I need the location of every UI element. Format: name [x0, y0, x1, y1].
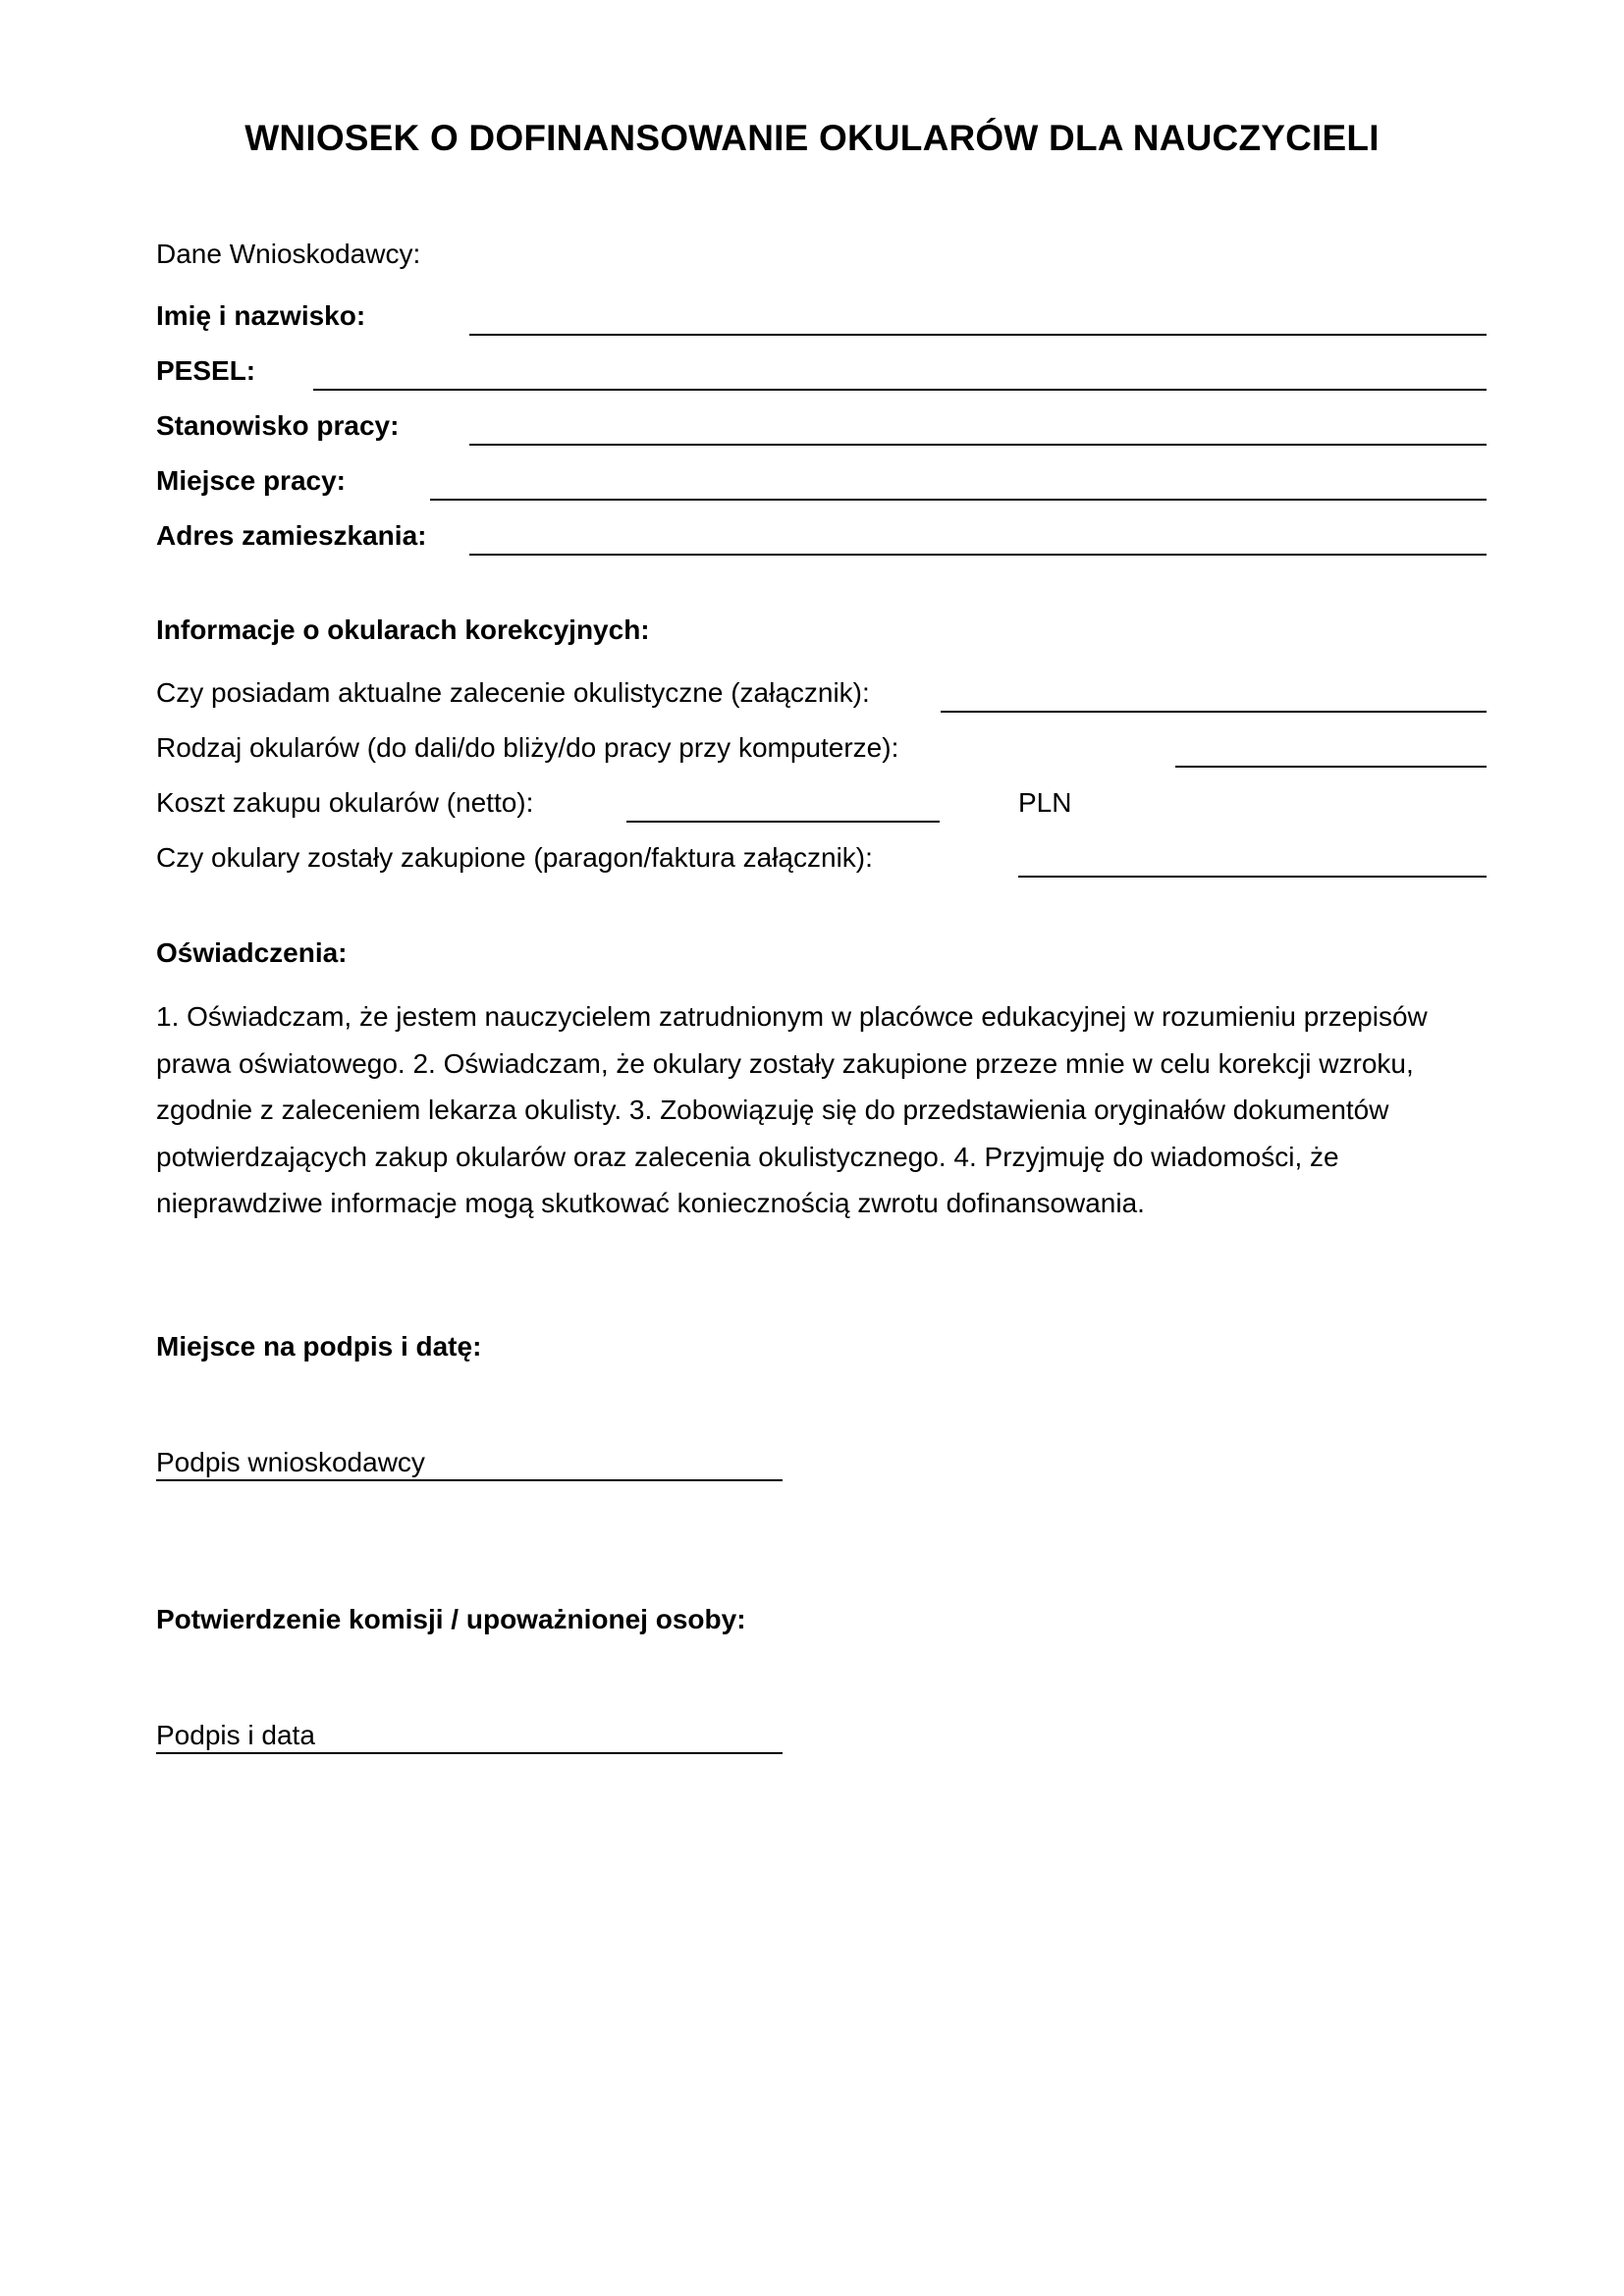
- currency-label: PLN: [1018, 787, 1072, 818]
- prescription-label: Czy posiadam aktualne zalecenie okulistyczne (załącznik):: [156, 677, 870, 708]
- cost-field[interactable]: [626, 821, 940, 823]
- pesel-label: PESEL:: [156, 355, 256, 386]
- page-title: WNIOSEK O DOFINANSOWANIE OKULARÓW DLA NAUCZYCIELI: [244, 118, 1380, 158]
- confirmation-signature-label: Podpis i data: [156, 1720, 315, 1750]
- home-address-label: Adres zamieszkania:: [156, 520, 427, 551]
- home-address-field[interactable]: [469, 554, 1487, 556]
- workplace-label: Miejsce pracy:: [156, 465, 346, 496]
- full-name-label: Imię i nazwisko:: [156, 300, 366, 331]
- cost-label: Koszt zakupu okularów (netto):: [156, 787, 534, 818]
- glasses-section-heading: Informacje o okularach korekcyjnych:: [156, 614, 650, 645]
- job-title-label: Stanowisko pracy:: [156, 410, 400, 441]
- pesel-field[interactable]: [313, 389, 1487, 391]
- purchased-label: Czy okulary zostały zakupione (paragon/faktura załącznik):: [156, 842, 873, 873]
- glasses-type-field[interactable]: [1175, 766, 1487, 768]
- workplace-field[interactable]: [430, 499, 1487, 501]
- glasses-type-label: Rodzaj okularów (do dali/do bliży/do pracy przy komputerze):: [156, 732, 899, 763]
- declarations-heading: Oświadczenia:: [156, 937, 348, 968]
- full-name-field[interactable]: [469, 334, 1487, 336]
- purchased-field[interactable]: [1018, 876, 1487, 878]
- confirmation-heading: Potwierdzenie komisji / upoważnionej osoby:: [156, 1604, 746, 1634]
- applicant-signature-label: Podpis wnioskodawcy: [156, 1447, 425, 1477]
- signature-heading: Miejsce na podpis i datę:: [156, 1331, 482, 1362]
- applicant-signature-line[interactable]: [156, 1479, 783, 1481]
- declarations-text: 1. Oświadczam, że jestem nauczycielem zatrudnionym w placówce edukacyjnej w rozumieniu przepisów prawa oświatowego. 2. Oświadczam, że okulary zostały zakupione przeze mnie w celu korekcji wzroku, zgodnie z zaleceniem lekarza okulisty. 3. Zobowiązuję się do przedstawienia oryginałów dokumentów potwierdzających zakup okularów oraz zalecenia okulistycznego. 4. Przyjmuję do wiadomości, że nieprawdziwe informacje mogą skutkować koniecznością zwrotu dofinansowania.: [156, 1001, 1428, 1218]
- applicant-section-heading: Dane Wnioskodawcy:: [156, 239, 421, 269]
- job-title-field[interactable]: [469, 444, 1487, 446]
- confirmation-signature-line[interactable]: [156, 1752, 783, 1754]
- prescription-field[interactable]: [941, 711, 1487, 713]
